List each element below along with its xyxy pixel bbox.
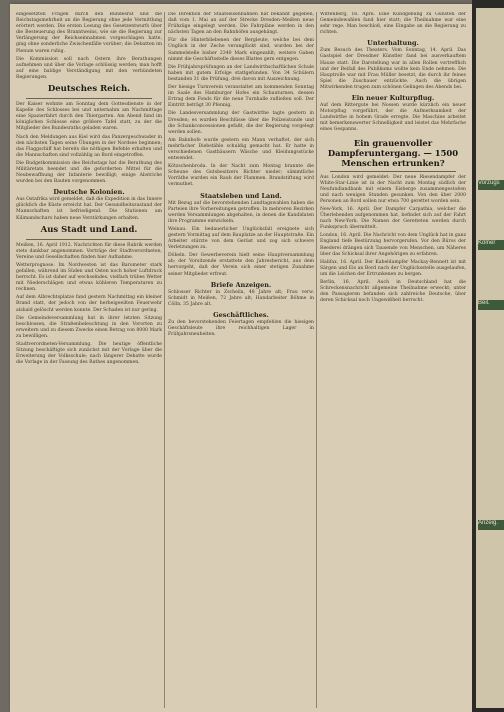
subsection-heading: Deutsche Kolonien. — [53, 188, 125, 197]
article-paragraph: Aus Ostafrika wird gemeldet, daß die Expedition in das Innere glücklich die Küste erreicht hat. Der Gesundheitszustand der Mannschaften ist befriedigend. Die Stationen am Kilimandscharo haben neue Verstärkungen erhalten. — [16, 197, 162, 221]
article-paragraph: Döbeln. Der Gewerbeverein hielt seine Hauptversammlung ab; der Vorsitzende erstattete den Jahresbericht, aus dem hervorgeht, daß der Verein sich einer stetigen Zunahme seiner Mitglieder erfreut. — [168, 253, 314, 277]
edge-tab: Vorzugs — [478, 180, 504, 190]
headline: Ein grauenvoller Dampferuntergang. — 1500 Menschen ertrunken? — [327, 137, 459, 168]
divider — [330, 171, 456, 172]
column-rule — [316, 12, 317, 708]
newspaper-page — [10, 4, 472, 712]
article-paragraph: Die Frühjahrsprüfungen an der Landwirthschaftlichen Schule haben mit gutem Erfolge stattgefunden. Von 34 Schülern bestanden 31 die Prüfung, drei davon mit Auszeichnung. — [168, 64, 314, 82]
article-paragraph: Aus London wird gemeldet: Der neue Riesendampfer der White-Star-Linie ist in der Nacht zum Montag südlich der Neufundlandbank mit einem Eisberge zusammengestoßen und nach wenigen Stunden gesunken. Von den über 2000 Personen an Bord sollen nur etwa 700 gerettet worden sein. — [320, 174, 466, 204]
article-paragraph: Die Landesversammlung der Gastwirthe tagte gestern in Dresden; es wurden Beschlüsse über die Polizeistunde und die Schankconcessionen gefaßt, die der Regierung vorgelegt werden sollen. — [168, 111, 314, 135]
article-paragraph: New-York, 16. April. Der Dampfer Carpathia, welcher die Überlebenden aufgenommen hat, befindet sich auf der Fahrt nach New-York. Die Namen der Geretteten werden durch Funkspruch übermittelt. — [320, 206, 466, 231]
subsection-heading: Staatsleben und Land. — [200, 191, 282, 200]
article-paragraph: Weinau. Ein bedauerlicher Unglücksfall ereignete sich gestern Vormittag auf dem Bauplatze an der Hauptstraße. Ein Arbeiter stürzte von dem Gerüst und zog sich schwere Verletzungen zu. — [168, 226, 314, 251]
edge-tab: Kölner — [478, 240, 504, 250]
column-2 — [168, 12, 314, 708]
article-paragraph: Der Kaiser wohnte am Sonntag dem Gottesdienste in der Kapelle des Schlosses bei und unternahm am Nachmittage eine Spazierfahrt durch den Thiergarten. Am Abend fand im königlichen Schlosse eine größere Tafel statt, zu der die Mitglieder des Bundesraths geladen waren. — [16, 102, 162, 132]
article-paragraph: Am Bahnhofe wurde gestern ein Mann verhaftet, der sich mehrfacher Diebstähle schuldig gemacht hat. Er hatte in verschiedenen Gasthäusern Wäsche und Kleidungsstücke entwendet. — [168, 137, 314, 162]
subsection-heading: Ein neuer Kulturpflug. — [351, 94, 435, 103]
article-paragraph: Die Kommission soll nach Ostern ihre Berathungen aufnehmen und über die Vorlage schlüssig werden; man hofft auf eine baldige Verständigung mit den verbündeten Regierungen. — [16, 56, 162, 80]
article-paragraph: London, 16. April. Die Nachricht von dem Unglück hat in ganz England tiefe Bestürzung hervorgerufen. Vor den Büros der Reederei drängen sich Tausende von Menschen, um Näheres über das Schicksal ihrer Angehörigen zu erfahren. — [320, 233, 466, 257]
article-paragraph: Meißen, 16. April 1912. Nachrichten für diese Rubrik werden stets dankbar angenommen. Vorträge der Stadtverordneten, Vereine und Gesellschaften finden hier Aufnahme. — [16, 242, 162, 260]
article-paragraph: Die Budgetkommission des Reichstags hat die Berathung des Militäretats beendet und die geforderten Mittel für die Neubewaffnung der Infanterie bewilligt; einige Abstriche wurden bei den Bauten vorgenommen. — [16, 160, 162, 185]
article-paragraph: Zum Besuch des Theaters. Vom Sonntag, 14. April. Das Gastspiel der Dresdner Künstler fand bei ausverkauftem Hause statt. Die Darstellung war in allen Rollen vortrefflich und der Beifall des Publikums wollte kein Ende nehmen. Die Hauptrolle war mit Frau Müller besetzt, die durch ihr feines Spiel die Zuschauer entzückte. Auch die übrigen Mitwirkenden trugen zum schönen Gelingen des Abends bei. — [320, 48, 466, 90]
article-paragraph: Berlin, 16. April. Auch in Deutschland hat die Schreckensnachricht allgemeine Theilnahme erweckt; unter den Passagieren befanden sich zahlreiche Deutsche, über deren Schicksal noch Ungewißheit herrscht. — [320, 280, 466, 304]
section-heading: Aus Stadt und Land. — [40, 224, 138, 235]
article-paragraph: Zu den bevorstehenden Feiertagen empfehlen die hiesigen Geschäftsleute ihre reichhaltigen Lager in Frühjahrsneuheiten. — [168, 319, 314, 338]
section-heading: Deutsches Reich. — [47, 84, 131, 95]
edge-tab: Anzeig. — [478, 520, 504, 530]
article-paragraph: Die Gemeindeversammlung hat in ihrer letzten Sitzung beschlossen, die Straßenbeleuchtung in den Vororten zu erweitern und zu diesem Zwecke einen Betrag von 8000 Mark zu bewilligen. — [16, 315, 162, 339]
article-paragraph: Mit Bezug auf die bevorstehenden Landtagswahlen haben die Parteien ihre Vorbereitungen getroffen. In mehreren Bezirken werden Versammlungen abgehalten, in denen die Kandidaten ihre Programme entwickeln. — [168, 200, 314, 224]
article-paragraph: Die Direktion der Staatseisenbahnen hat bekannt gegeben, daß vom 1. Mai an auf der Strecke Dresden–Meißen neue Frühzüge eingelegt werden. Die Fahrpläne werden in den nächsten Tagen an den Bahnhöfen ausgehängt. — [168, 12, 314, 36]
article-paragraph: Wetterprognose. Im Nordwesten ist das Barometer stark gefallen, während im Süden und Osten noch hoher Luftdruck herrscht. Es ist daher auf wechselndes, vielfach trübes Wetter mit Niederschlägen und etwas kühleren Temperaturen zu rechnen. — [16, 262, 162, 293]
adjacent-page — [476, 8, 504, 708]
article-paragraph: Wittenberg, 16. April. Eine Kundgebung zu Gunsten der Gemeindewahlen fand hier statt; die Theilnahme war eine sehr rege. Man beschloß, eine Eingabe an die Regierung zu richten. — [320, 12, 466, 36]
column-3 — [320, 12, 466, 708]
article-paragraph: Schlosser Richter in Zscheila, 48 Jahre alt; Frau verw. Schmidt in Meißen, 72 Jahre alt; Handarbeiter Böhme in Cölln, 35 Jahre alt. — [168, 289, 314, 307]
divider — [26, 98, 152, 99]
subsection-heading: Briefe Anzeigen. — [210, 280, 272, 289]
article-paragraph: Auf dem Albrechtsplatze fand gestern Nachmittag ein kleiner Brand statt, der jedoch von der herbeigeeilten Feuerwehr alsbald gelöscht werden konnte. Der Schaden ist nur gering. — [16, 295, 162, 313]
article-paragraph: Kötzschenbroda. In der Nacht zum Montag brannte die Scheune des Gutsbesitzers Richter nieder; sämmtliche Vorräthe wurden ein Raub der Flammen. Brandstiftung wird vermuthet. — [168, 164, 314, 188]
subsection-heading: Unterhaltung. — [367, 39, 419, 48]
column-rule — [164, 12, 165, 708]
divider — [26, 239, 152, 240]
article-paragraph: Für die Hinterbliebenen der Bergleute, welche bei dem Unglück in der Zeche verunglückt sind, wurden bei der Sammelstelle bisher 2340 Mark eingezahlt; weitere Gaben nimmt die Geschäftsstelle dieses Blattes gern entgegen. — [168, 38, 314, 62]
edge-tab: Beil. — [478, 300, 504, 310]
article-paragraph: Auf dem Rittergute bei Nossen wurde kürzlich ein neuer Motorpflug vorgeführt, der die Aufmerksamkeit der Landwirthe in hohem Grade erregte. Die Maschine arbeitet mit bemerkenswerter Schnelligkeit und leistet das Mehrfache eines Gespanns. — [320, 103, 466, 133]
subsection-heading: Geschäftliches. — [213, 310, 269, 319]
article-paragraph: Der hiesige Turnverein veranstaltet am kommenden Sonntag im Saale des Hamburger Hofes ein Schauturnen, dessen Ertrag dem Fonds für die neue Turnhalle zufließen soll. Der Eintritt beträgt 30 Pfennig. — [168, 85, 314, 109]
article-paragraph: eingesetzten Fragen durch den Bundesrat und die Reichstagsmehrheit an die Regierung ohne jede Vermittlung erörtert werden. Die ersten Lesung des Gesetzentwurfs über die Besteuerung des Branntweins, wie sie die Regierung zur Verlängerung der Reichseinnahmen vorgeschlagen hatte, ging ohne sonderliche Zwischenfälle vorüber; die Debatten im Plenum waren ruhig. — [16, 12, 162, 54]
adjacent-page-edge — [472, 0, 504, 712]
article-paragraph: Stadtverordneten-Versammlung. Die heutige öffentliche Sitzung beschäftigte sich zunächst mit der Vorlage über die Erweiterung der Volksschule; nach längerer Debatte wurde die Vorlage in der Fassung des Rathes angenommen. — [16, 342, 162, 366]
article-paragraph: Halifax, 16. April. Der Kabeldampfer Mackay-Bennett ist mit Särgen und Eis an Bord nach der Unglücksstelle ausgelaufen, um die Leichen der Ertrunkenen zu bergen. — [320, 259, 466, 277]
column-1 — [16, 12, 162, 708]
article-paragraph: Nach den Meldungen aus Kiel wird das Panzergeschwader in den nächsten Tagen seine Übungen in der Nordsee beginnen; das Flaggschiff hat bereits die nöthigen Befehle erhalten und die Mannschaften sind vollzählig an Bord eingetroffen. — [16, 134, 162, 158]
